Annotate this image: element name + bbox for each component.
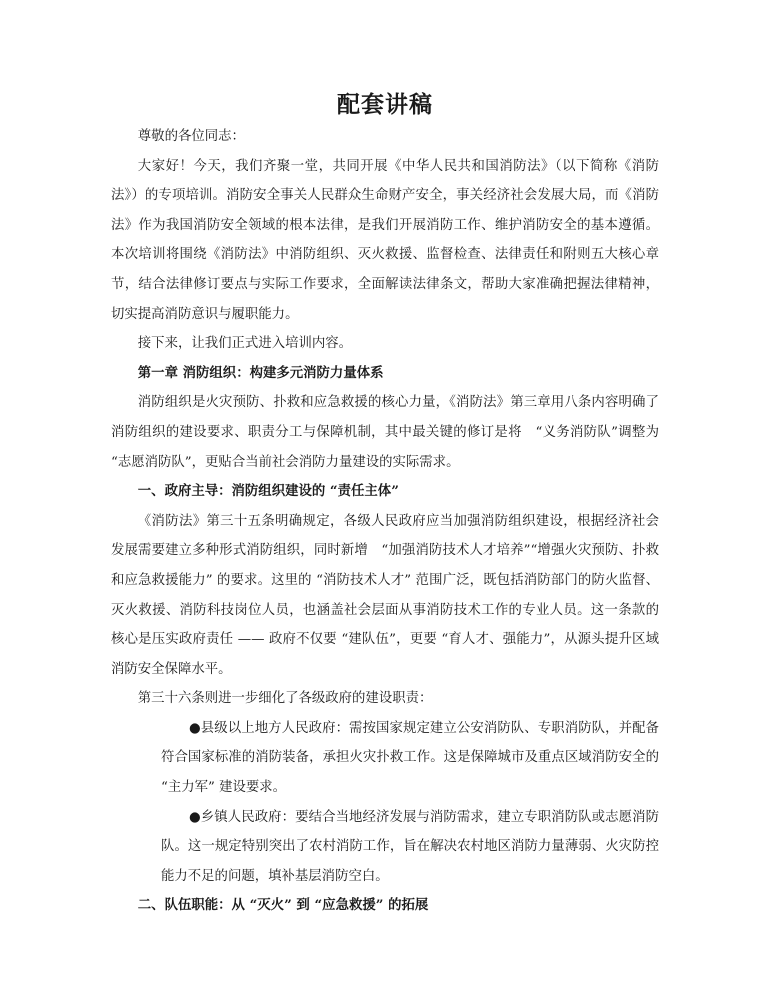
chapter-1-paragraph: 消防组织是火灾预防、扑救和应急救援的核心力量，《消防法》第三章用八条内容明确了消防组织的建设要求、职责分工与保障机制，其中最关键的修订是将 “义务消防队”调整为 “志愿消防队”，更贴合当前社会消防力量建设的实际需求。 xyxy=(111,395,659,470)
section-2-heading: 二、队伍职能：从 “灭火” 到 “应急救援” 的拓展 xyxy=(137,897,429,914)
bullet-item-township: ●乡镇人民政府：要结合当地经济发展与消防需求，建立专职消防队或志愿消防队。这一规定特别突出了农村消防工作，旨在解决农村地区消防力量薄弱、火灾防控能力不足的问题，填补基层消防空白。 xyxy=(161,809,659,884)
document-title: 配套讲稿 xyxy=(337,91,433,118)
section-1-heading: 一、政府主导：消防组织建设的 “责任主体” xyxy=(137,483,399,500)
document-body xyxy=(111,122,659,921)
section-1-paragraph: 《消防法》第三十五条明确规定，各级人民政府应当加强消防组织建设，根据经济社会发展需要建立多种形式消防组织，同时新增 “加强消防技术人才培养”“增强火灾预防、扑救和应急救援能力” 的要求。这里的 “消防技术人才” 范围广泛，既包括消防部门的防火监督、灭火救援、消防科技岗位人员，也涵盖社会层面从事消防技术工作的专业人员。这一条款的核心是压实政府责任 —— 政府不仅要 “建队伍”，更要 “育人才、强能力”，从源头提升区域消防安全保障水平。 xyxy=(111,513,659,677)
transition-paragraph: 接下来，让我们正式进入培训内容。 xyxy=(137,336,353,352)
salutation: 尊敬的各位同志： xyxy=(137,129,245,144)
intro-paragraph: 大家好！今天，我们齐聚一堂，共同开展《中华人民共和国消防法》（以下简称《消防法》）的专项培训。消防安全事关人民群众生命财产安全，事关经济社会发展大局，而《消防法》作为我国消防安全领域的根本法律，是我们开展消防工作、维护消防安全的基本遵循。本次培训将围绕《消防法》中消防组织、灭火救援、监督检查、法律责任和附则五大核心章节，结合法律修订要点与实际工作要求，全面解读法律条文，帮助大家准确把握法律精神，切实提高消防意识与履职能力。 xyxy=(111,158,659,322)
chapter-1-heading: 第一章 消防组织：构建多元消防力量体系 xyxy=(137,364,384,381)
section-1-paragraph-2: 第三十六条则进一步细化了各级政府的建设职责： xyxy=(137,691,433,707)
bullet-item-county: ●县级以上地方人民政府：需按国家规定建立公安消防队、专职消防队，并配备符合国家标准的消防装备，承担火灾扑救工作。这是保障城市及重点区域消防安全的 “主力军” 建设要求。 xyxy=(161,720,659,796)
